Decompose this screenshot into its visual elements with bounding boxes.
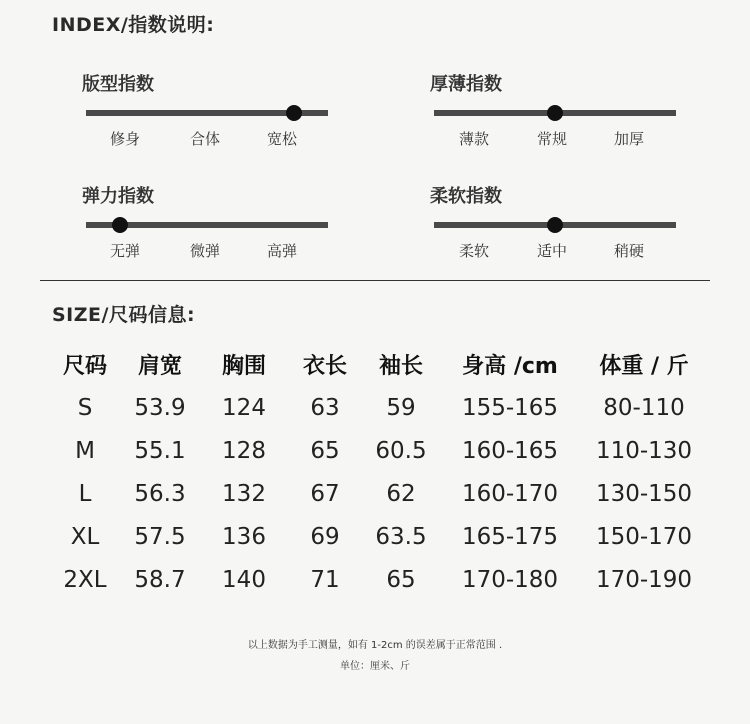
table-row [52, 515, 706, 558]
measurement-note: 以上数据为手工测量，如有 1-2cm 的误差属于正常范围 . [247, 640, 503, 651]
thickness-index-label-thin: 薄款 [458, 130, 489, 148]
fit-index [82, 70, 332, 160]
table-cell: 110-130 [595, 437, 693, 464]
table-cell: 60.5 [375, 437, 427, 464]
fit-index-marker [286, 105, 302, 121]
elasticity-index-marker [112, 217, 128, 233]
table-cell: 62 [386, 480, 416, 507]
table-cell: 65 [310, 437, 340, 464]
fit-index-title: 版型指数 [82, 74, 154, 95]
table-cell: 155-165 [461, 394, 559, 421]
table-cell: 128 [222, 437, 266, 464]
table-cell: 65 [386, 566, 416, 593]
softness-index-title: 柔软指数 [430, 186, 502, 207]
header-chest: 胸围 [221, 353, 266, 379]
softness-index [430, 182, 680, 272]
fit-index-label-slim: 修身 [109, 130, 140, 148]
table-cell: 63 [310, 394, 340, 421]
thickness-index-title: 厚薄指数 [430, 74, 502, 95]
table-row [52, 429, 706, 472]
table-cell: 59 [386, 394, 416, 421]
softness-index-label-medium: 适中 [536, 242, 567, 260]
section-divider [40, 280, 710, 281]
table-cell: 150-170 [595, 523, 693, 550]
table-cell: 130-150 [595, 480, 693, 507]
table-row [52, 472, 706, 515]
table-cell: L [78, 480, 92, 507]
table-row [52, 558, 706, 601]
table-row [52, 386, 706, 429]
table-cell: 124 [222, 394, 266, 421]
fit-index-label-loose: 宽松 [266, 130, 297, 148]
table-cell: 56.3 [134, 480, 186, 507]
table-cell: 160-170 [461, 480, 559, 507]
table-cell: 80-110 [603, 394, 685, 421]
table-cell: 132 [222, 480, 266, 507]
table-cell: 69 [310, 523, 340, 550]
header-length: 衣长 [302, 353, 347, 379]
elasticity-index [82, 182, 332, 272]
size-table [52, 342, 706, 601]
thickness-index-label-thick: 加厚 [613, 130, 644, 148]
table-cell: 140 [222, 566, 266, 593]
table-cell: 136 [222, 523, 266, 550]
table-cell: 53.9 [134, 394, 186, 421]
table-cell: 160-165 [461, 437, 559, 464]
elasticity-index-title: 弹力指数 [82, 186, 154, 207]
table-cell: 170-190 [595, 566, 693, 593]
table-cell: 165-175 [461, 523, 559, 550]
table-cell: XL [70, 523, 100, 550]
thickness-index-label-normal: 常规 [536, 130, 567, 148]
header-shoulder: 肩宽 [137, 353, 182, 379]
table-cell: 71 [310, 566, 340, 593]
thickness-index [430, 70, 680, 160]
table-cell: 55.1 [134, 437, 186, 464]
size-section-title: SIZE/尺码信息: [52, 304, 196, 326]
fit-index-label-regular: 合体 [189, 130, 220, 148]
table-cell: 2XL [63, 566, 107, 593]
elasticity-index-label-none: 无弹 [109, 242, 140, 260]
size-table-header-row [52, 342, 706, 386]
thickness-index-marker [547, 105, 563, 121]
table-cell: 58.7 [134, 566, 186, 593]
softness-index-label-stiff: 稍硬 [613, 242, 644, 260]
table-cell: 57.5 [134, 523, 186, 550]
softness-index-label-soft: 柔软 [458, 242, 489, 260]
header-size: 尺码 [62, 353, 107, 379]
header-height: 身高 /cm [462, 353, 558, 379]
table-cell: 67 [310, 480, 340, 507]
table-cell: S [77, 394, 93, 421]
header-weight: 体重 / 斤 [599, 353, 689, 379]
elasticity-index-label-slight: 微弹 [189, 242, 220, 260]
elasticity-index-label-high: 高弹 [266, 242, 297, 260]
unit-note: 单位：厘米、斤 [340, 661, 410, 672]
table-cell: 63.5 [375, 523, 427, 550]
softness-index-marker [547, 217, 563, 233]
header-sleeve: 袖长 [378, 353, 423, 379]
index-section-title: INDEX/指数说明: [52, 14, 215, 36]
table-cell: 170-180 [461, 566, 559, 593]
table-cell: M [75, 437, 95, 464]
